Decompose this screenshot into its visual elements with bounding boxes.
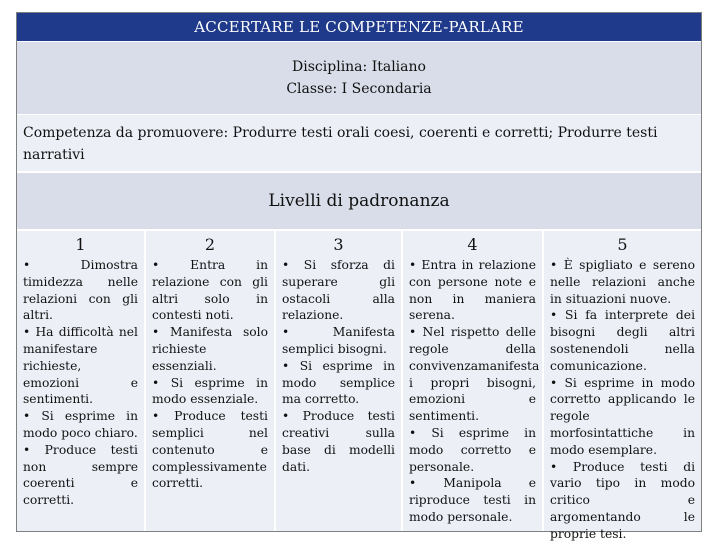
levels-row bbox=[17, 231, 701, 541]
level-item: • Si esprime in modo essenziale. bbox=[152, 375, 268, 407]
level-item: • È spigliato e sereno nelle relazioni anche in situazioni nuove. bbox=[550, 258, 695, 306]
level-item: • Nel rispetto delle regole della convivenzamanifesta i propri bisogni, emozioni e sentimenti. bbox=[409, 325, 540, 424]
level-item: • Entra in relazione con gli altri solo in contesti noti. bbox=[152, 258, 268, 323]
level-item: • Si esprime in modo poco chiaro. bbox=[23, 409, 138, 440]
level-item: • Ha difficoltà nel manifestare richieste, emozioni e sentimenti. bbox=[23, 325, 138, 407]
level-item: • Si fa interprete dei bisogni degli altri sostenendoli nella comunicazione. bbox=[550, 308, 695, 373]
level-item: • Si esprime in modo corretto applicando le regole morfosintattiche in modo esemplare. bbox=[550, 375, 695, 457]
level-column-5 bbox=[544, 231, 701, 541]
level-description bbox=[152, 257, 268, 492]
document-title: ACCERTARE LE COMPETENZE-PARLARE bbox=[17, 13, 701, 41]
level-description bbox=[550, 257, 695, 543]
level-description bbox=[23, 257, 138, 509]
level-number: 4 bbox=[467, 235, 478, 254]
level-item: • Manifesta solo richieste essenziali. bbox=[152, 325, 268, 373]
level-item: • Entra in relazione con persone note e non in maniera serena. bbox=[409, 258, 536, 323]
competence-text: Competenza da promuovere: Produrre testi orali coesi, coerenti e corretti; Produrre testi narrativi bbox=[17, 115, 701, 173]
level-number: 1 bbox=[75, 235, 86, 254]
level-number: 2 bbox=[204, 235, 216, 254]
level-description bbox=[409, 257, 540, 526]
level-item: • Si esprime in modo corretto e personale. bbox=[409, 425, 536, 474]
level-item: • Produce testi creativi sulla base di modelli dati. bbox=[282, 409, 395, 474]
level-item: • Produce testi di vario tipo in modo critico e argomentando le proprie tesi. bbox=[550, 459, 695, 541]
level-column-2 bbox=[146, 231, 276, 531]
discipline-label: Disciplina: Italiano bbox=[292, 59, 426, 75]
level-item: • Manipola e riproduce testi in modo personale. bbox=[409, 476, 536, 524]
level-item: • Si sforza di superare gli ostacoli alla relazione. bbox=[282, 258, 395, 323]
level-number: 3 bbox=[333, 235, 344, 254]
level-column-3 bbox=[276, 231, 403, 531]
level-column-1 bbox=[17, 231, 146, 531]
level-item: • Produce testi non sempre coerenti e corretti. bbox=[23, 442, 138, 508]
level-number: 5 bbox=[617, 235, 628, 254]
levels-heading: Livelli di padronanza bbox=[17, 173, 701, 231]
level-item: • Manifesta semplici bisogni. bbox=[282, 325, 395, 356]
class-label: Classe: I Secondaria bbox=[286, 81, 432, 97]
subject-info bbox=[17, 41, 701, 116]
level-item: • Dimostra timidezza nelle relazioni con gli altri. bbox=[23, 258, 138, 323]
level-item: • Produce testi semplici nel contenuto e complessivamente corretti. bbox=[152, 409, 268, 491]
level-column-4 bbox=[403, 231, 544, 531]
level-description bbox=[282, 257, 395, 475]
competence-table bbox=[16, 12, 702, 541]
level-item: • Si esprime in modo semplice ma corretto. bbox=[282, 358, 395, 407]
